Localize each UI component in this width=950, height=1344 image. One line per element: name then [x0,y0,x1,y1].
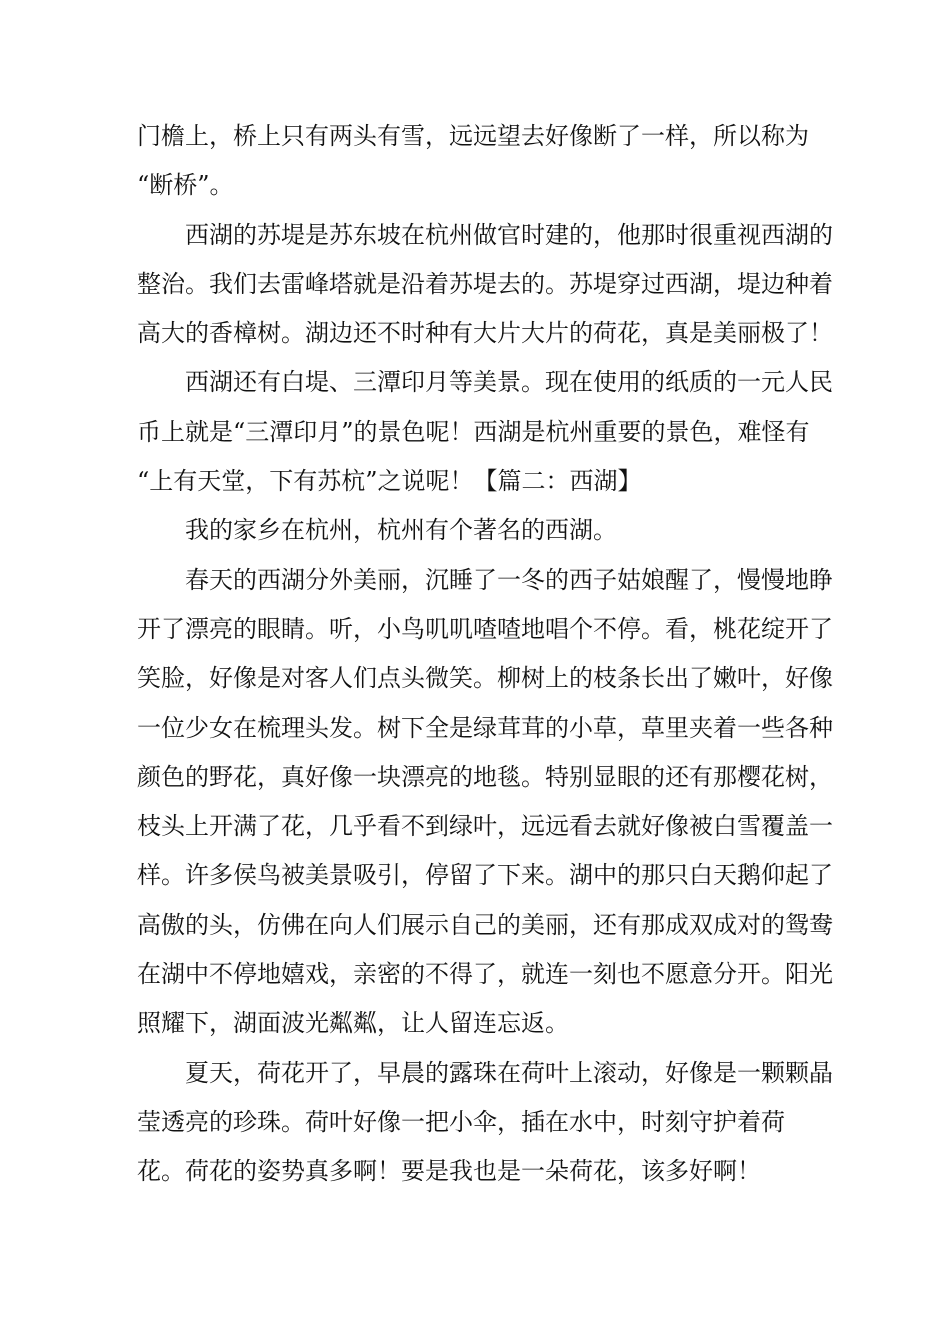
paragraph-4 [137,506,815,555]
text-line: 西湖还有白堤、三潭印月等美景。现在使用的纸质的一元人民 [185,368,833,397]
document-body [137,112,833,1197]
text-line: “断桥”。 [137,171,234,200]
text-line: 西湖的苏堤是苏东坡在杭州做官时建的，他那时很重视西湖的 [185,220,833,249]
text-line: 笑脸，好像是对客人们点头微笑。柳树上的枝条长出了嫩叶，好像 [137,664,833,693]
text-line: 在湖中不停地嬉戏，亲密的不得了，就连一刻也不愿意分开。阳光 [137,960,833,989]
paragraph-5 [137,556,833,1049]
text-line: 币上就是“三潭印月”的景色呢！西湖是杭州重要的景色，难怪有 [137,417,810,446]
text-line: 莹透亮的珍珠。荷叶好像一把小伞，插在水中，时刻守护着荷 [137,1107,785,1136]
text-line: 夏天，荷花开了，早晨的露珠在荷叶上滚动，好像是一颗颗晶 [185,1058,833,1087]
paragraph-1 [137,112,815,211]
text-line: 高大的香樟树。湖边还不时种有大片大片的荷花，真是美丽极了！ [137,319,833,348]
text-line: 整治。我们去雷峰塔就是沿着苏堤去的。苏堤穿过西湖，堤边种着 [137,269,833,298]
paragraph-6 [137,1049,833,1197]
text-line: 花。荷花的姿势真多啊！要是我也是一朵荷花，该多好啊！ [137,1157,761,1186]
text-line: 一位少女在梳理头发。树下全是绿茸茸的小草，草里夹着一些各种 [137,713,833,742]
text-line: 高傲的头，仿佛在向人们展示自己的美丽，还有那成双成对的鸳鸯 [137,910,833,939]
text-line: 样。许多侯鸟被美景吸引，停留了下来。湖中的那只白天鹅仰起了 [137,861,833,890]
paragraph-3 [137,358,833,506]
text-line: 我的家乡在杭州，杭州有个著名的西湖。 [185,516,617,545]
paragraph-2 [137,211,833,359]
text-line: 开了漂亮的眼睛。听，小鸟叽叽喳喳地唱个不停。看，桃花绽开了 [137,614,833,643]
text-line: 颜色的野花，真好像一块漂亮的地毯。特别显眼的还有那樱花树， [137,762,833,791]
text-line: “上有天堂，下有苏杭”之说呢！【篇二：西湖】 [137,467,642,496]
text-line: 枝头上开满了花，几乎看不到绿叶，远远看去就好像被白雪覆盖一 [137,812,833,841]
text-line: 门檐上，桥上只有两头有雪，远远望去好像断了一样，所以称为 [137,122,809,150]
text-line: 春天的西湖分外美丽，沉睡了一冬的西子姑娘醒了，慢慢地睁 [185,565,833,594]
text-line: 照耀下，湖面波光粼粼，让人留连忘返。 [137,1009,569,1038]
